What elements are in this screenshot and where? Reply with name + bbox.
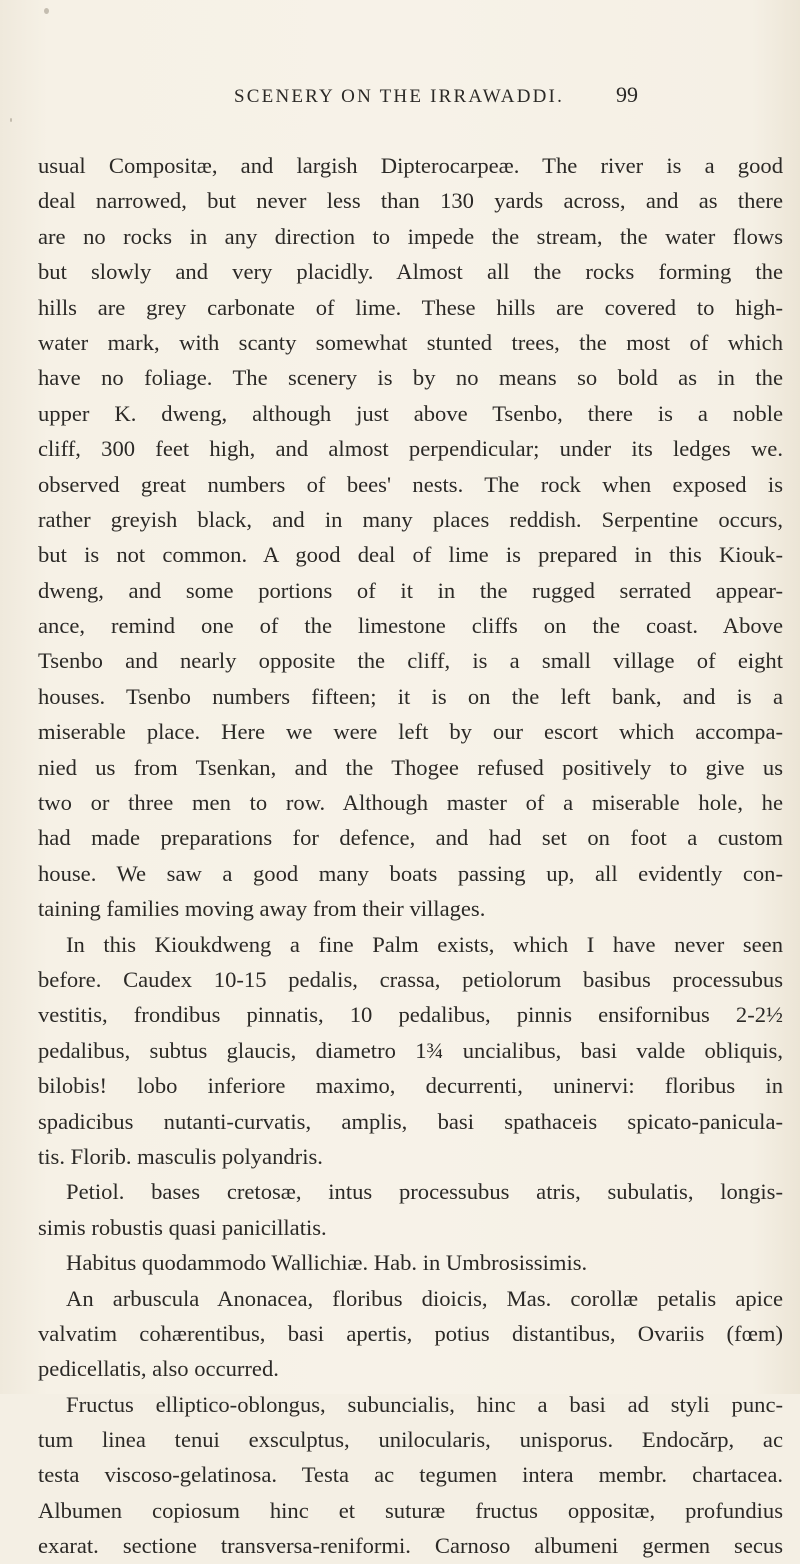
text-line: ance, remind one of the limestone cliffs on the coast. Above: [38, 613, 783, 639]
text-line: two or three men to row. Although master of a miserable hole, he: [38, 790, 783, 816]
running-title: SCENERY ON THE IRRAWADDI.: [234, 86, 565, 107]
text-line: hills are grey carbonate of lime. These hills are covered to high-: [38, 294, 783, 320]
text-line: miserable place. Here we were left by our escort which accompa-: [38, 719, 783, 745]
text-line: have no foliage. The scenery is by no means so bold as in the: [38, 365, 783, 391]
text-line: but slowly and very placidly. Almost all the rocks forming the: [38, 259, 783, 285]
text-line: In this Kioukdweng a fine Palm exists, which I have never seen: [66, 931, 783, 957]
text-line: vestitis, frondibus pinnatis, 10 pedalibus, pinnis ensifornibus 2-2½: [38, 1002, 783, 1028]
text-line: simis robustis quasi panicillatis.: [38, 1214, 327, 1240]
text-line: cliff, 300 feet high, and almost perpendicular; under its ledges we.: [38, 436, 783, 462]
text-line: tis. Florib. masculis polyandris.: [38, 1143, 323, 1169]
text-line: Albumen copiosum hinc et suturæ fructus oppositæ, profundius: [38, 1497, 783, 1523]
text-line: water mark, with scanty somewhat stunted trees, the most of which: [38, 329, 783, 355]
paper-speck: [44, 8, 49, 14]
text-line: pedalibus, subtus glaucis, diametro 1¾ uncialibus, basi valde obliquis,: [38, 1037, 783, 1063]
text-line: usual Compositæ, and largish Dipterocarpeæ. The river is a good: [38, 153, 783, 178]
text-line: Petiol. bases cretosæ, intus processubus atris, subulatis, longis-: [66, 1179, 783, 1205]
text-line: houses. Tsenbo numbers fifteen; it is on the left bank, and is a: [38, 683, 783, 709]
text-line: bilobis! lobo inferiore maximo, decurrenti, uninervi: floribus in: [38, 1073, 783, 1099]
text-line: upper K. dweng, although just above Tsenbo, there is a noble: [38, 400, 783, 426]
text-line: spadicibus nutanti-curvatis, amplis, basi spathaceis spicato-panicula-: [38, 1108, 783, 1134]
text-line: deal narrowed, but never less than 130 yards across, and as there: [38, 188, 783, 214]
text-line: observed great numbers of bees' nests. The rock when exposed is: [38, 471, 783, 497]
text-line: dweng, and some portions of it in the rugged serrated appear-: [38, 577, 783, 603]
text-line: nied us from Tsenkan, and the Thogee refused positively to give us: [38, 754, 783, 780]
text-line: tum linea tenui exsculptus, unilocularis, unisporus. Endocărp, ac: [38, 1427, 783, 1453]
text-line: exarat. sectione transversa-reniformi. Carnoso albumeni germen secus: [38, 1533, 783, 1559]
text-line: Habitus quodammodo Wallichiæ. Hab. in Umbrosissimis.: [66, 1250, 588, 1276]
text-line: rather greyish black, and in many places reddish. Serpentine occurs,: [38, 506, 783, 532]
text-line: valvatim cohærentibus, basi apertis, potius distantibus, Ovariis (fœm): [38, 1320, 783, 1346]
text-line: house. We saw a good many boats passing up, all evidently con-: [38, 860, 783, 886]
paper-speck: [10, 118, 12, 122]
text-line: but is not common. A good deal of lime is prepared in this Kiouk-: [38, 542, 783, 568]
body-text: [38, 148, 783, 1564]
text-line: An arbuscula Anonacea, floribus dioicis, Mas. corollæ petalis apice: [66, 1285, 783, 1311]
text-line: Fructus elliptico-oblongus, subuncialis, hinc a basi ad styli punc-: [66, 1391, 783, 1417]
text-line: are no rocks in any direction to impede the stream, the water flows: [38, 223, 783, 249]
text-line: before. Caudex 10-15 pedalis, crassa, petiolorum basibus processubus: [38, 966, 783, 992]
text-line: pedicellatis, also occurred.: [38, 1356, 279, 1382]
page-number: 99: [616, 82, 638, 107]
page-header: [0, 80, 800, 110]
text-line: taining families moving away from their villages.: [38, 896, 486, 922]
text-line: Tsenbo and nearly opposite the cliff, is a small village of eight: [38, 648, 783, 674]
text-line: testa viscoso-gelatinosa. Testa ac tegumen intera membr. chartacea.: [38, 1462, 783, 1488]
text-line: had made preparations for defence, and had set on foot a custom: [38, 825, 783, 851]
